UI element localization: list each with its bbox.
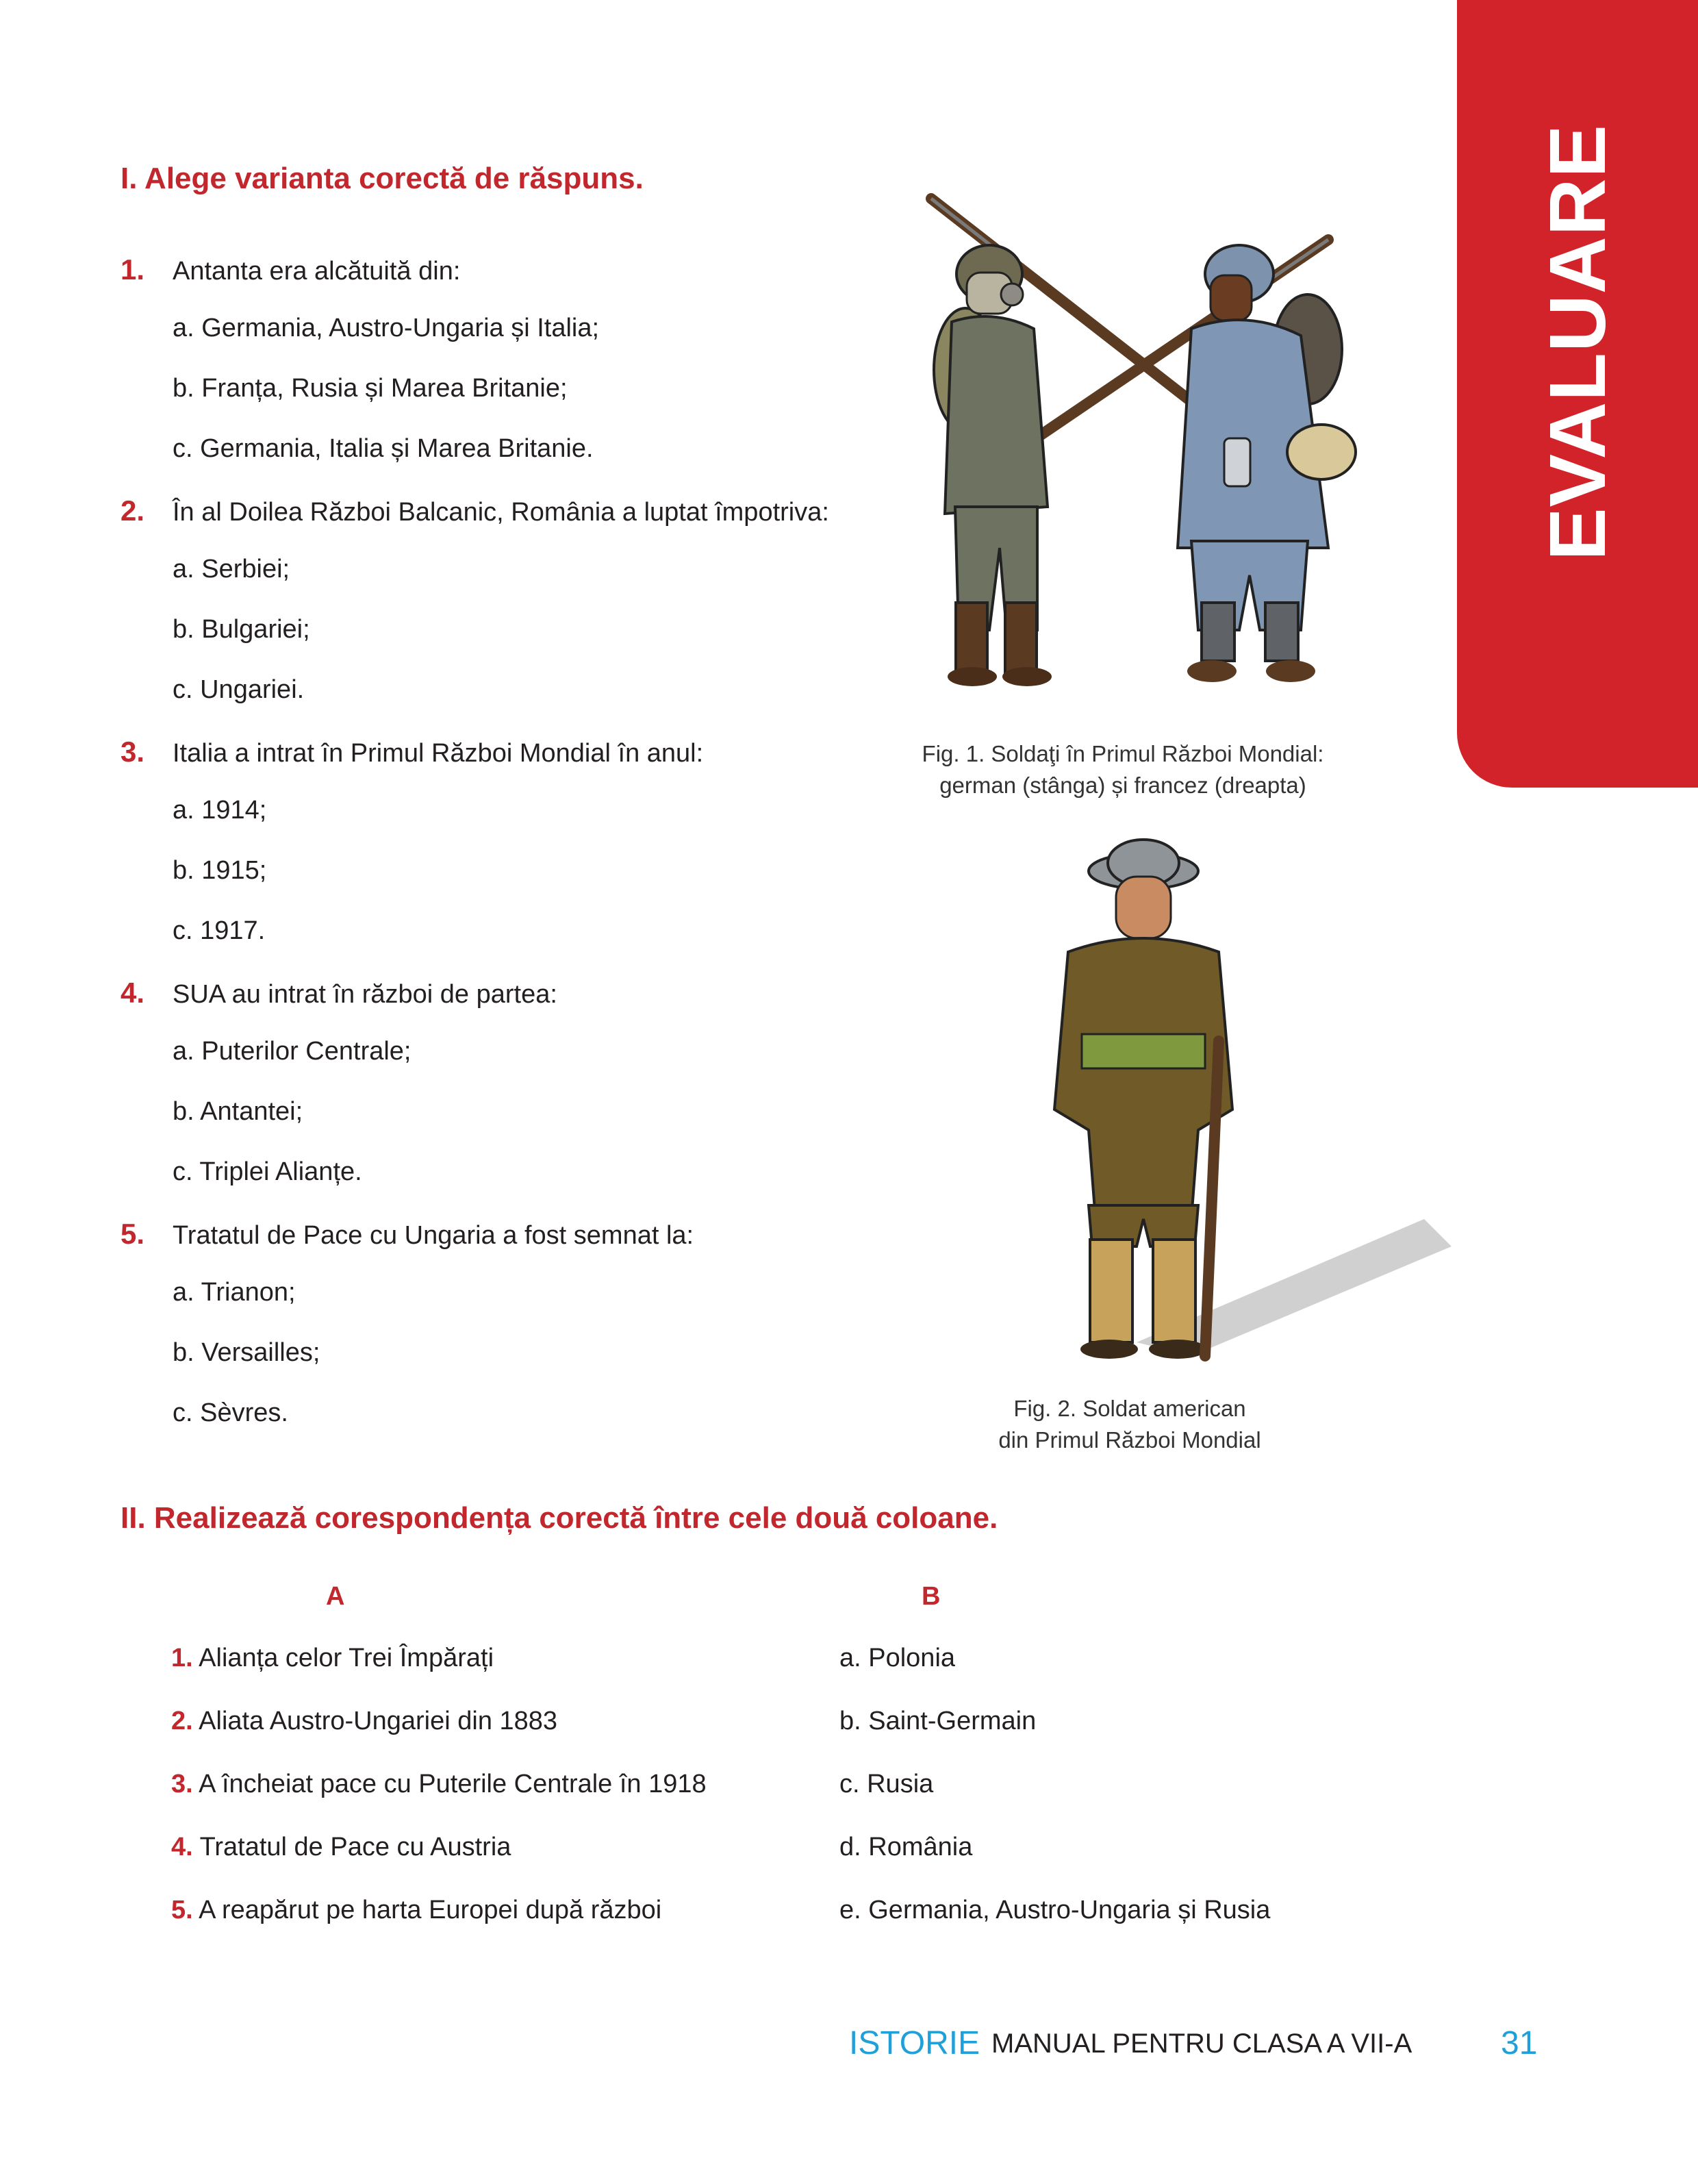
question-1: 1. Antanta era alcătuită din: bbox=[121, 253, 461, 286]
figure-1-illustration bbox=[890, 192, 1369, 712]
page-footer bbox=[0, 2024, 1698, 2079]
column-b-title: B bbox=[922, 1582, 941, 1611]
german-soldier bbox=[934, 245, 1052, 686]
column-b-item-e: e. Germania, Austro-Ungaria și Rusia bbox=[839, 1896, 1271, 1924]
section1-title: I. Alege varianta corectă de răspuns. bbox=[121, 162, 644, 195]
column-a-item-3: 3. A încheiat pace cu Puterile Centrale în 1918 bbox=[171, 1770, 707, 1798]
column-a-title: A bbox=[326, 1582, 345, 1611]
question-1-option-a: a. Germania, Austro-Ungaria și Italia; bbox=[173, 314, 600, 342]
question-1-option-c: c. Germania, Italia și Marea Britanie. bbox=[173, 434, 594, 463]
question-3: 3. Italia a intrat în Primul Război Mondial în anul: bbox=[121, 736, 704, 768]
question-3-option-b: b. 1915; bbox=[173, 856, 267, 885]
section-tab-label: EVALUARE bbox=[1533, 124, 1622, 561]
page-number: 31 bbox=[1501, 2025, 1538, 2061]
question-4-option-b: b. Antantei; bbox=[173, 1097, 303, 1126]
column-a-item-1: 1. Alianța celor Trei Împărați bbox=[171, 1644, 494, 1672]
question-2-option-c: c. Ungariei. bbox=[173, 675, 305, 704]
french-soldier bbox=[1178, 245, 1356, 682]
column-b-item-b: b. Saint-Germain bbox=[839, 1707, 1037, 1735]
question-5-option-c: c. Sèvres. bbox=[173, 1398, 288, 1427]
column-a-item-5: 5. A reapărut pe harta Europei după război bbox=[171, 1896, 662, 1924]
question-2: 2. În al Doilea Război Balcanic, România a luptat împotriva: bbox=[121, 494, 829, 527]
question-4-option-a: a. Puterilor Centrale; bbox=[173, 1037, 411, 1066]
question-5: 5. Tratatul de Pace cu Ungaria a fost semnat la: bbox=[121, 1218, 694, 1250]
footer-manual-title: MANUAL PENTRU CLASA A VII-A bbox=[991, 2029, 1412, 2059]
figure-2-caption: Fig. 2. Soldat american din Primul Război Mondial bbox=[998, 1396, 1261, 1453]
footer-subject: ISTORIE bbox=[849, 2025, 980, 2061]
question-2-option-b: b. Bulgariei; bbox=[173, 615, 310, 644]
section2-title: II. Realizează corespondența corectă între cele două coloane. bbox=[121, 1501, 998, 1535]
question-5-option-b: b. Versailles; bbox=[173, 1338, 320, 1367]
question-1-option-b: b. Franța, Rusia și Marea Britanie; bbox=[173, 374, 568, 403]
column-a-item-2: 2. Aliata Austro-Ungariei din 1883 bbox=[171, 1707, 558, 1735]
figure-1-caption: Fig. 1. Soldaţi în Primul Război Mondial: german (stânga) și francez (dreapta) bbox=[922, 741, 1324, 798]
question-3-option-a: a. 1914; bbox=[173, 796, 267, 825]
question-4: 4. SUA au intrat în război de partea: bbox=[121, 977, 557, 1009]
column-b-item-a: a. Polonia bbox=[839, 1644, 956, 1672]
question-2-option-a: a. Serbiei; bbox=[173, 555, 290, 583]
question-5-option-a: a. Trianon; bbox=[173, 1278, 296, 1307]
question-3-option-c: c. 1917. bbox=[173, 916, 266, 945]
figure-2-illustration bbox=[1013, 836, 1452, 1370]
question-4-option-c: c. Triplei Alianțe. bbox=[173, 1157, 362, 1186]
column-b-item-c: c. Rusia bbox=[839, 1770, 934, 1798]
column-b-item-d: d. România bbox=[839, 1833, 973, 1861]
column-a-item-4: 4. Tratatul de Pace cu Austria bbox=[171, 1833, 511, 1861]
